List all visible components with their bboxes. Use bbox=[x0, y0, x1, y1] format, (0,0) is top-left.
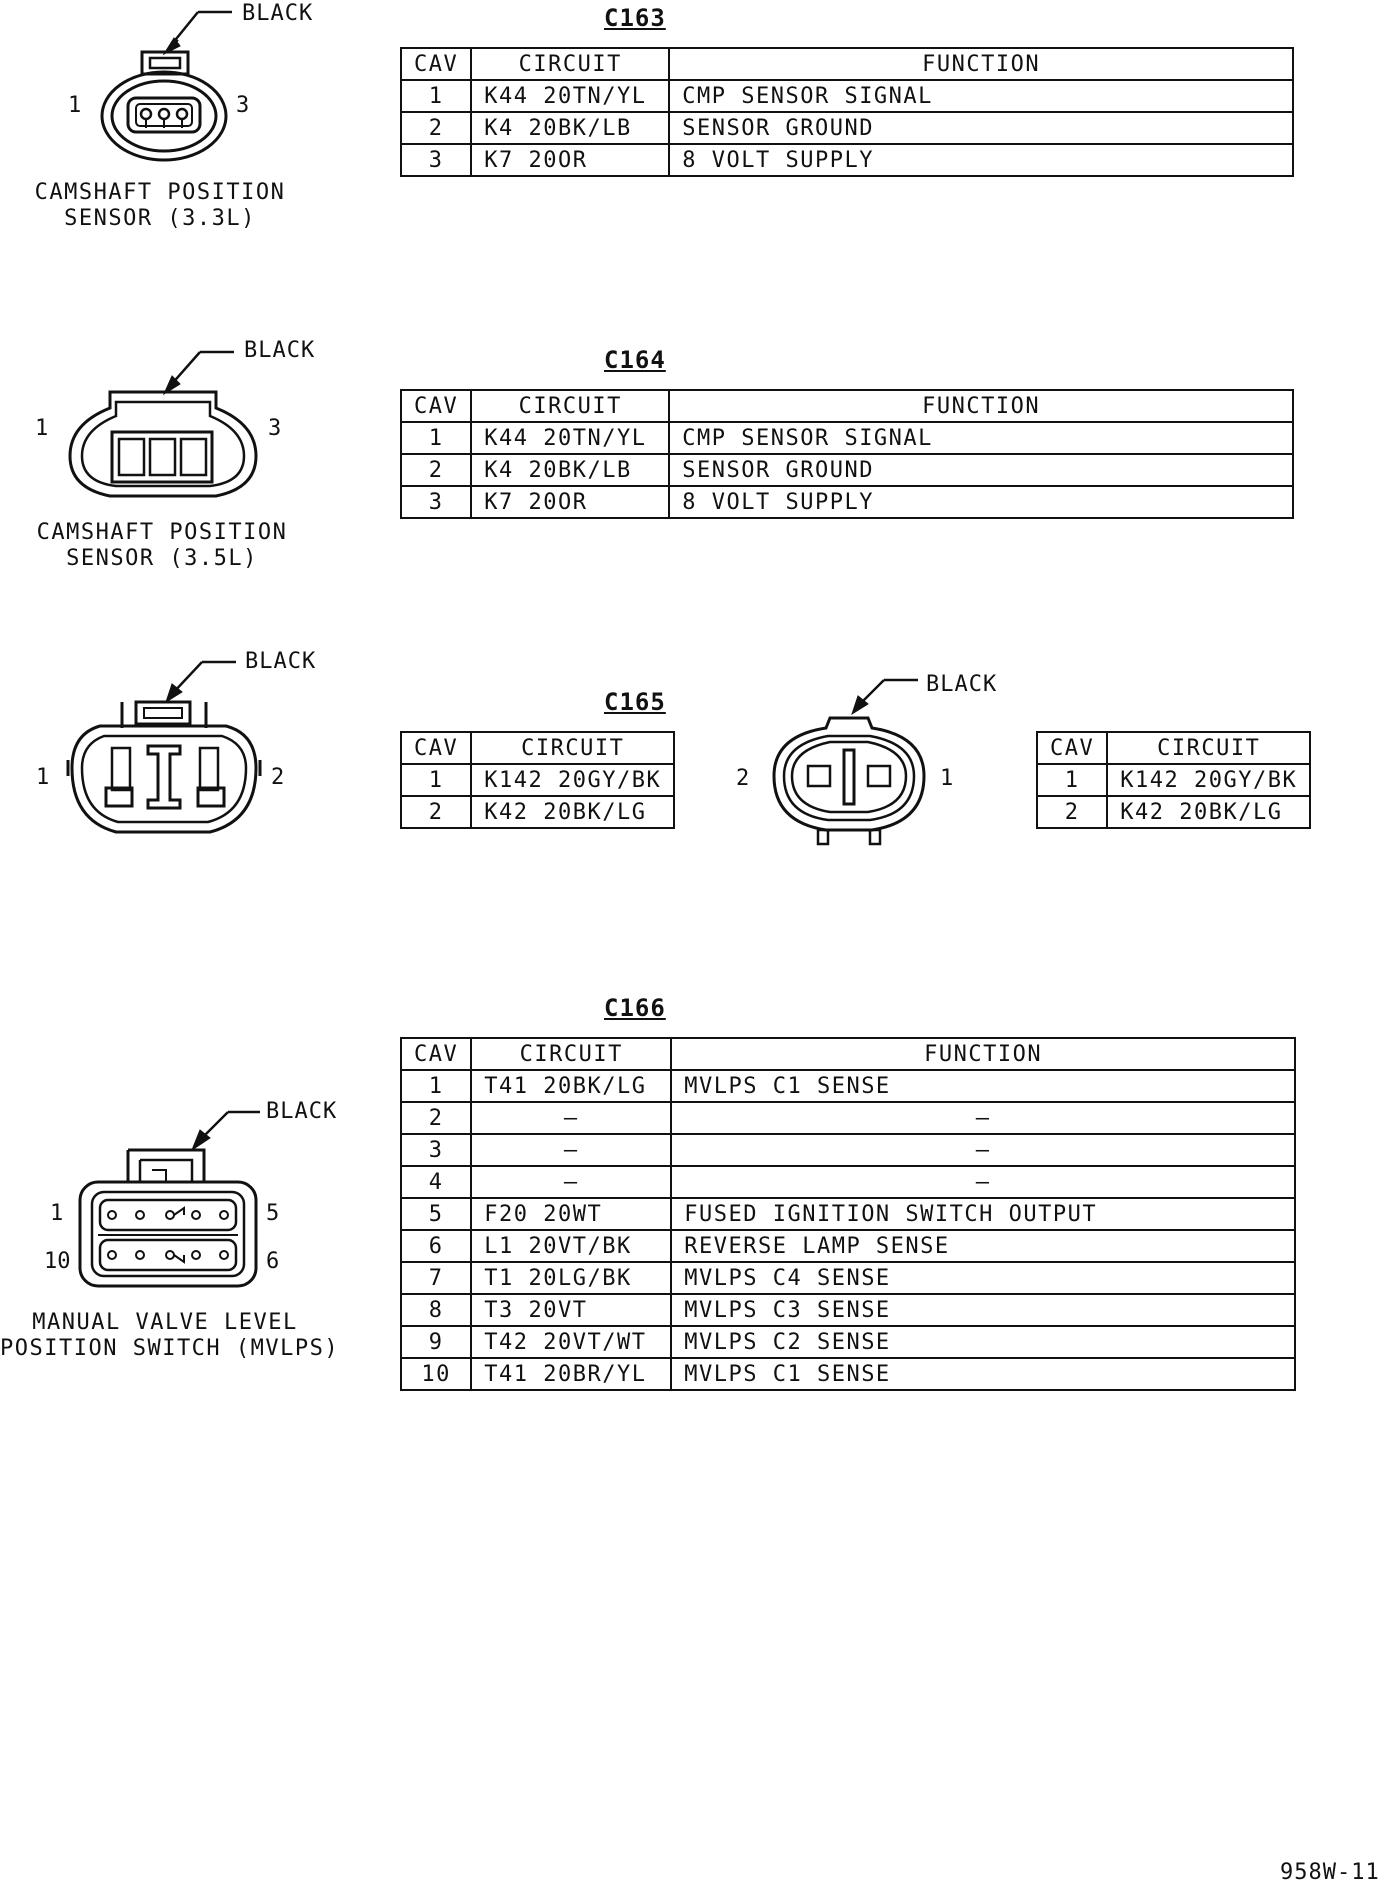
table-row bbox=[401, 1102, 1295, 1134]
circuit-cell: K44 20TN/YL bbox=[471, 80, 669, 112]
table-row bbox=[401, 112, 1293, 144]
table-row bbox=[401, 80, 1293, 112]
c166-caption bbox=[0, 1310, 340, 1362]
table-row bbox=[401, 1134, 1295, 1166]
circuit-cell: F20 20WT bbox=[471, 1198, 671, 1230]
c166-pin-1-label: 1 bbox=[50, 1201, 64, 1226]
function-cell: – bbox=[671, 1166, 1295, 1198]
table-row bbox=[401, 796, 674, 828]
c166-black-label: BLACK bbox=[266, 1099, 338, 1124]
c166-header-circuit: CIRCUIT bbox=[471, 1038, 671, 1070]
circuit-cell: – bbox=[471, 1166, 671, 1198]
c166-header-function: FUNCTION bbox=[671, 1038, 1295, 1070]
cav-cell: 1 bbox=[401, 764, 471, 796]
circuit-cell: K7 20OR bbox=[471, 486, 669, 518]
function-cell: MVLPS C1 SENSE bbox=[671, 1070, 1295, 1102]
cav-cell: 7 bbox=[401, 1262, 471, 1294]
circuit-cell: T3 20VT bbox=[471, 1294, 671, 1326]
c166-header-cav: CAV bbox=[401, 1038, 471, 1070]
cav-cell: 1 bbox=[401, 422, 471, 454]
function-cell: 8 VOLT SUPPLY bbox=[669, 144, 1293, 176]
cav-cell: 2 bbox=[401, 796, 471, 828]
cav-cell: 4 bbox=[401, 1166, 471, 1198]
c165-pin-1-label: 1 bbox=[36, 765, 50, 790]
c163-header-cav: CAV bbox=[401, 48, 471, 80]
cav-cell: 3 bbox=[401, 486, 471, 518]
function-cell: SENSOR GROUND bbox=[669, 454, 1293, 486]
c164-caption-line1: CAMSHAFT POSITION bbox=[36, 520, 288, 545]
c165-mate-table bbox=[1036, 731, 1311, 829]
c165-mate-header-row bbox=[1037, 732, 1310, 764]
function-cell: CMP SENSOR SIGNAL bbox=[669, 80, 1293, 112]
c164-pin-3-label: 3 bbox=[268, 416, 282, 441]
function-cell: FUSED IGNITION SWITCH OUTPUT bbox=[671, 1198, 1295, 1230]
c165-header-circuit: CIRCUIT bbox=[471, 732, 674, 764]
c165-black-label: BLACK bbox=[245, 649, 317, 674]
circuit-cell: T1 20LG/BK bbox=[471, 1262, 671, 1294]
function-cell: MVLPS C3 SENSE bbox=[671, 1294, 1295, 1326]
c163-title: C163 bbox=[604, 4, 666, 32]
c163-table bbox=[400, 47, 1294, 177]
c163-black-label: BLACK bbox=[242, 1, 314, 26]
table-row bbox=[401, 1198, 1295, 1230]
table-row bbox=[401, 422, 1293, 454]
c166-pin-10-label: 10 bbox=[44, 1249, 71, 1274]
c163-caption-line1: CAMSHAFT POSITION bbox=[34, 180, 286, 205]
cav-cell: 3 bbox=[401, 1134, 471, 1166]
cav-cell: 1 bbox=[401, 80, 471, 112]
table-row bbox=[401, 1326, 1295, 1358]
circuit-cell: – bbox=[471, 1134, 671, 1166]
c165-mate-black-label: BLACK bbox=[926, 672, 998, 697]
c164-caption bbox=[32, 520, 292, 572]
table-row bbox=[401, 1166, 1295, 1198]
table-row bbox=[401, 1358, 1295, 1390]
c163-caption-line2: SENSOR (3.3L) bbox=[64, 206, 256, 231]
c166-table bbox=[400, 1037, 1296, 1391]
c166-header-row bbox=[401, 1038, 1295, 1070]
c166-title: C166 bbox=[604, 994, 666, 1022]
function-cell: – bbox=[671, 1102, 1295, 1134]
c163-header-function: FUNCTION bbox=[669, 48, 1293, 80]
c164-header-row bbox=[401, 390, 1293, 422]
circuit-cell: – bbox=[471, 1102, 671, 1134]
table-row bbox=[1037, 796, 1310, 828]
function-cell: MVLPS C4 SENSE bbox=[671, 1262, 1295, 1294]
circuit-cell: T41 20BK/LG bbox=[471, 1070, 671, 1102]
cav-cell: 9 bbox=[401, 1326, 471, 1358]
c165-mate-header-circuit: CIRCUIT bbox=[1107, 732, 1310, 764]
circuit-cell: K142 20GY/BK bbox=[1107, 764, 1310, 796]
table-row bbox=[401, 764, 674, 796]
table-row bbox=[401, 454, 1293, 486]
function-cell: CMP SENSOR SIGNAL bbox=[669, 422, 1293, 454]
circuit-cell: K4 20BK/LB bbox=[471, 112, 669, 144]
circuit-cell: K142 20GY/BK bbox=[471, 764, 674, 796]
table-row bbox=[401, 1294, 1295, 1326]
c165-mate-header-cav: CAV bbox=[1037, 732, 1107, 764]
circuit-cell: T41 20BR/YL bbox=[471, 1358, 671, 1390]
cav-cell: 6 bbox=[401, 1230, 471, 1262]
c165-connector-diagram bbox=[60, 650, 320, 850]
c165-title: C165 bbox=[604, 688, 666, 716]
table-row bbox=[401, 1070, 1295, 1102]
circuit-cell: K42 20BK/LG bbox=[1107, 796, 1310, 828]
c165-mate-connector-diagram bbox=[760, 670, 980, 860]
c165-pin-2-label: 2 bbox=[271, 765, 285, 790]
c164-header-function: FUNCTION bbox=[669, 390, 1293, 422]
function-cell: MVLPS C2 SENSE bbox=[671, 1326, 1295, 1358]
cav-cell: 1 bbox=[1037, 764, 1107, 796]
figure-code: 958W-11 bbox=[1280, 1860, 1380, 1885]
function-cell: 8 VOLT SUPPLY bbox=[669, 486, 1293, 518]
c166-caption-line1: MANUAL VALVE LEVEL bbox=[32, 1310, 298, 1335]
circuit-cell: L1 20VT/BK bbox=[471, 1230, 671, 1262]
c166-caption-line2: POSITION SWITCH (MVLPS) bbox=[0, 1336, 340, 1361]
c165-header-cav: CAV bbox=[401, 732, 471, 764]
c164-pin-1-label: 1 bbox=[35, 416, 49, 441]
c163-pin-3-label: 3 bbox=[236, 93, 250, 118]
c163-header-circuit: CIRCUIT bbox=[471, 48, 669, 80]
c166-pin-5-label: 5 bbox=[266, 1201, 280, 1226]
function-cell: MVLPS C1 SENSE bbox=[671, 1358, 1295, 1390]
function-cell: SENSOR GROUND bbox=[669, 112, 1293, 144]
c163-pin-1-label: 1 bbox=[68, 93, 82, 118]
circuit-cell: K44 20TN/YL bbox=[471, 422, 669, 454]
c164-caption-line2: SENSOR (3.5L) bbox=[66, 546, 258, 571]
circuit-cell: K4 20BK/LB bbox=[471, 454, 669, 486]
cav-cell: 8 bbox=[401, 1294, 471, 1326]
cav-cell: 10 bbox=[401, 1358, 471, 1390]
c164-header-cav: CAV bbox=[401, 390, 471, 422]
circuit-cell: T42 20VT/WT bbox=[471, 1326, 671, 1358]
c163-caption bbox=[30, 180, 290, 232]
cav-cell: 2 bbox=[401, 1102, 471, 1134]
cav-cell: 3 bbox=[401, 144, 471, 176]
table-row bbox=[1037, 764, 1310, 796]
cav-cell: 1 bbox=[401, 1070, 471, 1102]
function-cell: – bbox=[671, 1134, 1295, 1166]
c164-title: C164 bbox=[604, 346, 666, 374]
table-row bbox=[401, 1230, 1295, 1262]
c164-black-label: BLACK bbox=[244, 338, 316, 363]
c164-header-circuit: CIRCUIT bbox=[471, 390, 669, 422]
function-cell: REVERSE LAMP SENSE bbox=[671, 1230, 1295, 1262]
c163-connector-diagram bbox=[60, 0, 320, 190]
c163-header-row bbox=[401, 48, 1293, 80]
cav-cell: 5 bbox=[401, 1198, 471, 1230]
c165-mate-pin-1-label: 1 bbox=[940, 766, 954, 791]
table-row bbox=[401, 144, 1293, 176]
c164-table bbox=[400, 389, 1294, 519]
cav-cell: 2 bbox=[401, 112, 471, 144]
c165-header-row bbox=[401, 732, 674, 764]
table-row bbox=[401, 1262, 1295, 1294]
cav-cell: 2 bbox=[401, 454, 471, 486]
c166-pin-6-label: 6 bbox=[266, 1249, 280, 1274]
circuit-cell: K42 20BK/LG bbox=[471, 796, 674, 828]
table-row bbox=[401, 486, 1293, 518]
c165-table bbox=[400, 731, 675, 829]
cav-cell: 2 bbox=[1037, 796, 1107, 828]
c165-mate-pin-2-label: 2 bbox=[736, 766, 750, 791]
circuit-cell: K7 20OR bbox=[471, 144, 669, 176]
